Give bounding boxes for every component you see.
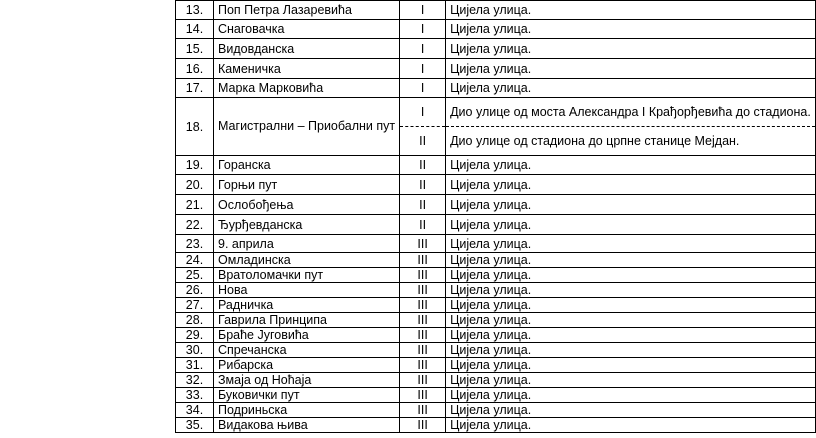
row-number: 17. <box>176 79 214 98</box>
zone-cell: II <box>400 156 446 175</box>
table-row <box>176 343 816 358</box>
table-row <box>176 235 816 253</box>
description-cell: Цијела улица. <box>446 59 816 79</box>
street-name: Змаја од Ноћаја <box>214 373 400 388</box>
row-number: 26. <box>176 283 214 298</box>
description-cell: Цијела улица. <box>446 298 816 313</box>
zone-cell: II <box>400 175 446 195</box>
table-row <box>176 253 816 268</box>
zone-cell: II <box>400 127 446 156</box>
table-row <box>176 39 816 59</box>
zone-cell: III <box>400 418 446 433</box>
zone-cell: III <box>400 268 446 283</box>
description-cell: Дио улице од моста Александра I Крађорђевића до стадиона. <box>446 98 816 127</box>
street-name: Магистрални – Приобални пут <box>214 98 400 156</box>
street-name: Ђурђевданска <box>214 215 400 235</box>
row-number: 31. <box>176 358 214 373</box>
table-row <box>176 403 816 418</box>
description-cell: Цијела улица. <box>446 1 816 20</box>
description-cell: Цијела улица. <box>446 175 816 195</box>
row-number: 33. <box>176 388 214 403</box>
description-cell: Цијела улица. <box>446 253 816 268</box>
table-row <box>176 215 816 235</box>
table-row <box>176 175 816 195</box>
row-number: 20. <box>176 175 214 195</box>
zone-cell: I <box>400 59 446 79</box>
street-name: Радничка <box>214 298 400 313</box>
row-number: 32. <box>176 373 214 388</box>
zone-cell: I <box>400 20 446 39</box>
description-cell: Цијела улица. <box>446 388 816 403</box>
description-cell: Цијела улица. <box>446 20 816 39</box>
zone-cell: III <box>400 388 446 403</box>
street-name: Гаврила Принципа <box>214 313 400 328</box>
description-cell: Цијела улица. <box>446 39 816 59</box>
zone-cell: III <box>400 343 446 358</box>
description-cell: Цијела улица. <box>446 268 816 283</box>
zone-cell: III <box>400 403 446 418</box>
description-cell: Цијела улица. <box>446 403 816 418</box>
street-name: Омладинска <box>214 253 400 268</box>
row-number: 28. <box>176 313 214 328</box>
description-cell: Цијела улица. <box>446 373 816 388</box>
zone-cell: II <box>400 215 446 235</box>
zone-cell: II <box>400 195 446 215</box>
street-name: Горњи пут <box>214 175 400 195</box>
zone-cell: III <box>400 358 446 373</box>
description-cell: Цијела улица. <box>446 156 816 175</box>
street-name: Марка Марковића <box>214 79 400 98</box>
street-name: Спречанска <box>214 343 400 358</box>
zone-cell: III <box>400 328 446 343</box>
row-number: 14. <box>176 20 214 39</box>
description-cell: Цијела улица. <box>446 283 816 298</box>
zone-cell: I <box>400 1 446 20</box>
zone-cell: I <box>400 79 446 98</box>
table-row <box>176 373 816 388</box>
zone-cell: III <box>400 373 446 388</box>
description-cell: Цијела улица. <box>446 79 816 98</box>
zone-cell: I <box>400 98 446 127</box>
table-row <box>176 298 816 313</box>
description-cell: Цијела улица. <box>446 328 816 343</box>
description-cell: Цијела улица. <box>446 215 816 235</box>
table-row <box>176 268 816 283</box>
row-number: 21. <box>176 195 214 215</box>
table-body <box>176 1 816 433</box>
row-number: 13. <box>176 1 214 20</box>
description-cell: Цијела улица. <box>446 195 816 215</box>
row-number: 24. <box>176 253 214 268</box>
street-name: 9. априла <box>214 235 400 253</box>
description-cell: Цијела улица. <box>446 235 816 253</box>
zone-cell: III <box>400 283 446 298</box>
street-name: Ослобођења <box>214 195 400 215</box>
row-number: 27. <box>176 298 214 313</box>
street-name: Снаговачка <box>214 20 400 39</box>
row-number: 30. <box>176 343 214 358</box>
table-row <box>176 418 816 433</box>
street-name: Поп Петра Лазаревића <box>214 1 400 20</box>
street-name: Видакова њива <box>214 418 400 433</box>
street-name: Буковички пут <box>214 388 400 403</box>
table-row <box>176 1 816 20</box>
row-number: 34. <box>176 403 214 418</box>
street-name: Каменичка <box>214 59 400 79</box>
description-cell: Цијела улица. <box>446 418 816 433</box>
zone-cell: III <box>400 235 446 253</box>
row-number: 25. <box>176 268 214 283</box>
row-number: 22. <box>176 215 214 235</box>
street-zone-table <box>175 0 816 433</box>
description-cell: Цијела улица. <box>446 343 816 358</box>
table-row <box>176 195 816 215</box>
description-cell: Дио улице од стадиона до црпне станице Мејдан. <box>446 127 816 156</box>
table-row <box>176 79 816 98</box>
description-cell: Цијела улица. <box>446 358 816 373</box>
row-number: 23. <box>176 235 214 253</box>
row-number: 18. <box>176 98 214 156</box>
zone-cell: I <box>400 39 446 59</box>
row-number: 16. <box>176 59 214 79</box>
table-row <box>176 283 816 298</box>
table-row <box>176 358 816 373</box>
description-cell: Цијела улица. <box>446 313 816 328</box>
street-name: Браће Југовића <box>214 328 400 343</box>
street-name: Нова <box>214 283 400 298</box>
table-row <box>176 313 816 328</box>
zone-cell: III <box>400 298 446 313</box>
table-row <box>176 59 816 79</box>
table-row-split <box>176 98 816 127</box>
street-name: Вратоломачки пут <box>214 268 400 283</box>
row-number: 19. <box>176 156 214 175</box>
zone-cell: III <box>400 253 446 268</box>
street-name: Подриньска <box>214 403 400 418</box>
table-row <box>176 20 816 39</box>
street-name: Рибарска <box>214 358 400 373</box>
table-row <box>176 156 816 175</box>
street-name: Горанска <box>214 156 400 175</box>
street-name: Видовданска <box>214 39 400 59</box>
zone-cell: III <box>400 313 446 328</box>
table-row <box>176 388 816 403</box>
row-number: 35. <box>176 418 214 433</box>
row-number: 15. <box>176 39 214 59</box>
table-row <box>176 328 816 343</box>
row-number: 29. <box>176 328 214 343</box>
